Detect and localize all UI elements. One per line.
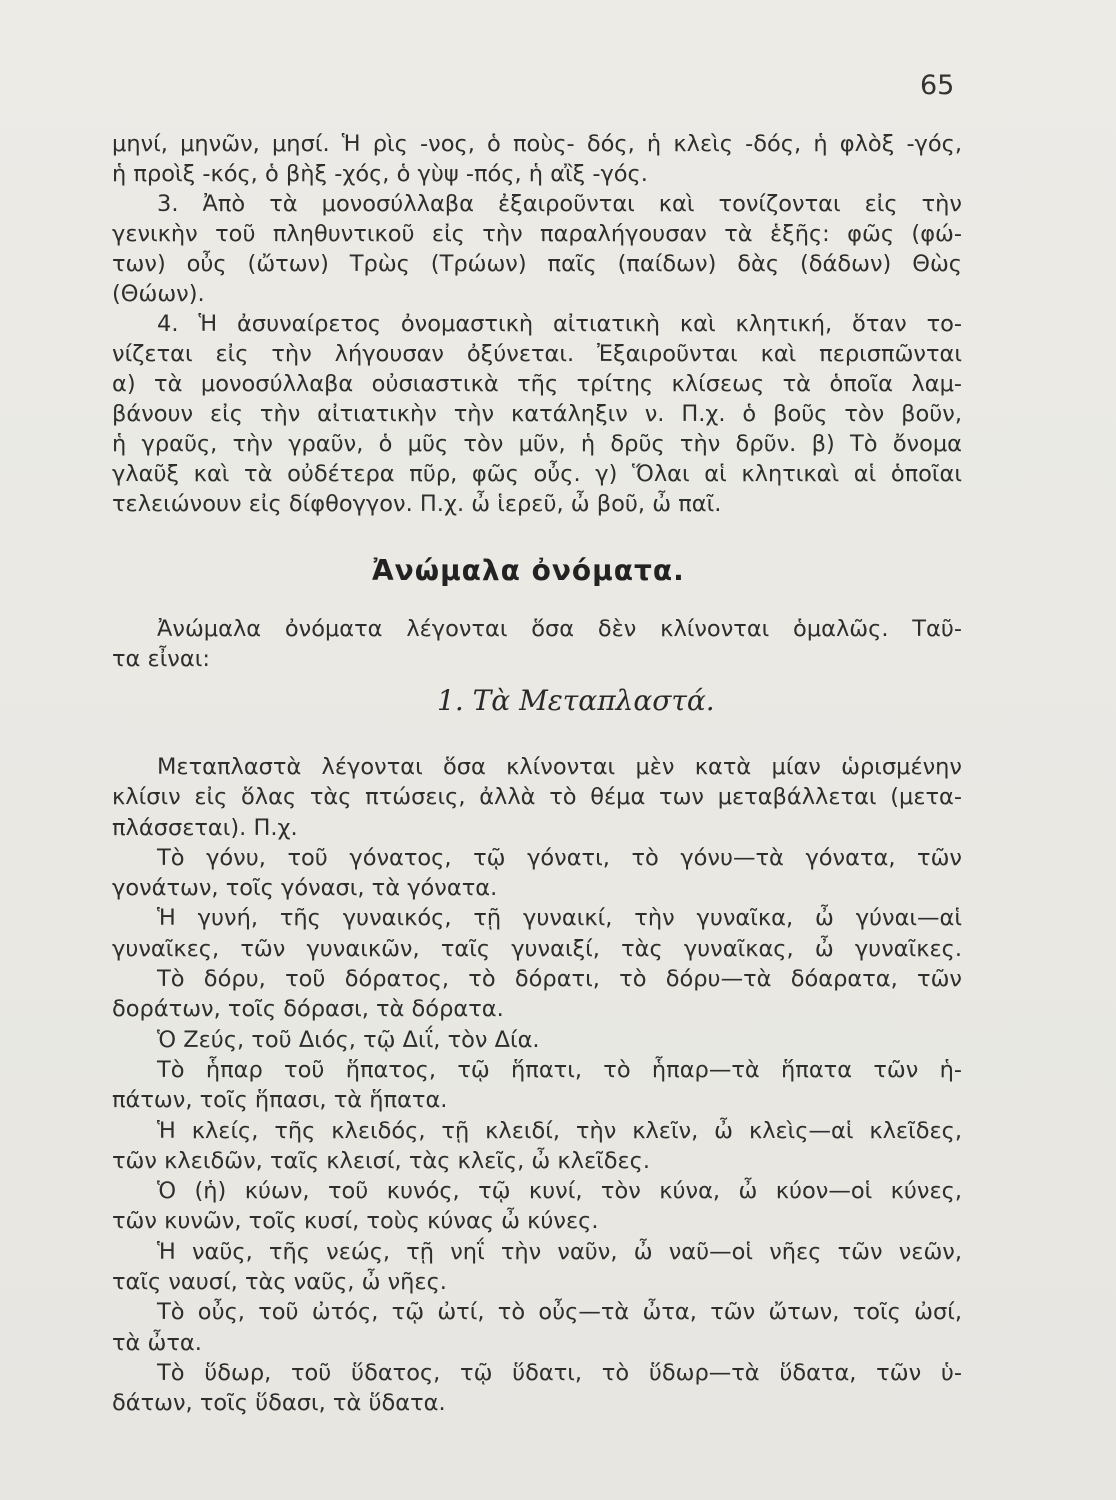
text-line: πάτων, τοῖς ἥπασι, τὰ ἥπατα. (112, 1087, 448, 1114)
text-line: Μεταπλαστὰ λέγονται ὅσα κλίνονται μὲν κατὰ μίαν ὡρισμένην (157, 754, 962, 780)
text-line: Ὁ (ἡ) κύων, τοῦ κυνός, τῷ κυνί, τὸν κύνα, ὦ κύον—οἱ κύνες, (157, 1178, 962, 1205)
text-line: δοράτων, τοῖς δόρασι, τὰ δόρατα. (112, 996, 504, 1023)
subsection-heading: 1. Τὰ Μεταπλαστά. (437, 684, 715, 717)
text-line: κλίσιν εἰς ὅλας τὰς πτώσεις, ἀλλὰ τὸ θέμα των μεταβάλλεται (μετα- (112, 784, 962, 811)
text-line: τῶν κλειδῶν, ταῖς κλεισί, τὰς κλεῖς, ὦ κλεῖδες. (112, 1147, 651, 1174)
text-line: Ὁ Ζεύς, τοῦ Διός, τῷ Διΐ, τὸν Δία. (157, 1026, 540, 1053)
text-line: τελειώνουν εἰς δίφθογγον. Π.χ. ὦ ἱερεῦ, ὦ βοῦ, ὦ παῖ. (112, 491, 722, 517)
text-line: α) τὰ μονοσύλλαβα οὐσιαστικὰ τῆς τρίτης κλίσεως τὰ ὁποῖα λαμ- (112, 371, 962, 397)
text-line: δάτων, τοῖς ὕδασι, τὰ ὕδατα. (112, 1390, 446, 1417)
section-heading: Ἀνώμαλα ὀνόματα. (372, 554, 685, 587)
text-line: Τὸ γόνυ, τοῦ γόνατος, τῷ γόνατι, τὸ γόνυ—τὰ γόνατα, τῶν (157, 844, 962, 871)
text-line: πλάσσεται). Π.χ. (112, 814, 298, 841)
text-line: Ἀνώμαλα ὀνόματα λέγονται ὅσα δὲν κλίνονται ὁμαλῶς. Ταῦ- (157, 616, 962, 642)
text-line: ἡ προὶξ -κός, ὁ βὴξ -χός, ὁ γὺψ -πός, ἡ αἲξ -γός. (112, 161, 648, 187)
text-line: των) οὖς (ὤτων) Τρὼς (Τρώων) παῖς (παίδων) δὰς (δάδων) Θὼς (112, 251, 962, 277)
paragraph-metaplasta (112, 752, 962, 1419)
text-line: τὰ ὦτα. (112, 1329, 202, 1356)
text-line: νίζεται εἰς τὴν λήγουσαν ὀξύνεται. Ἐξαιροῦνται καὶ περισπῶνται (112, 341, 962, 367)
text-line: τα εἶναι: (112, 646, 210, 672)
text-line: Ἡ γυνή, τῆς γυναικός, τῇ γυναικί, τὴν γυναῖκα, ὦ γύναι—αἱ (157, 905, 962, 932)
text-line: ταῖς ναυσί, τὰς ναῦς, ὦ νῆες. (112, 1269, 447, 1296)
paragraph-irregular-intro (112, 614, 962, 674)
text-line: γυναῖκες, τῶν γυναικῶν, ταῖς γυναιξί, τὰς γυναῖκας, ὦ γυναῖκες. (112, 935, 962, 962)
page-number: 65 (920, 70, 955, 101)
text-line: Ἡ ναῦς, τῆς νεώς, τῇ νηΐ τὴν ναῦν, ὦ ναῦ—οἱ νῆες τῶν νεῶν, (157, 1238, 962, 1265)
text-line: γονάτων, τοῖς γόνασι, τὰ γόνατα. (112, 875, 498, 902)
text-line: γενικὴν τοῦ πληθυντικοῦ εἰς τὴν παραλήγουσαν τὰ ἑξῆς: φῶς (φώ- (112, 221, 962, 247)
text-line: 3. Ἀπὸ τὰ μονοσύλλαβα ἐξαιροῦνται καὶ τονίζονται εἰς τὴν (157, 191, 962, 217)
text-line: (Θώων). (112, 281, 205, 307)
text-line: Τὸ ἧπαρ τοῦ ἥπατος, τῷ ἥπατι, τὸ ἧπαρ—τὰ ἥπατα τῶν ἡ- (157, 1056, 962, 1083)
text-line: μηνί, μηνῶν, μησί. Ἡ ρὶς -νος, ὁ ποὺς- δός, ἡ κλεὶς -δός, ἡ φλὸξ -γός, (112, 131, 962, 157)
text-line: Ἡ κλείς, τῆς κλειδός, τῇ κλειδί, τὴν κλεῖν, ὦ κλεὶς—αἱ κλεῖδες, (157, 1117, 962, 1144)
text-line: γλαῦξ καὶ τὰ οὐδέτερα πῦρ, φῶς οὖς. γ) Ὅλαι αἱ κλητικαὶ αἱ ὁποῖαι (112, 461, 962, 487)
text-line: 4. Ἡ ἀσυναίρετος ὀνομαστικὴ αἰτιατικὴ καὶ κλητική, ὅταν το- (157, 311, 962, 337)
text-line: Τὸ δόρυ, τοῦ δόρατος, τὸ δόρατι, τὸ δόρυ—τὰ δόαρατα, τῶν (157, 966, 962, 993)
text-line: τῶν κυνῶν, τοῖς κυσί, τοὺς κύνας ὦ κύνες. (112, 1208, 599, 1235)
text-line: βάνουν εἰς τὴν αἰτιατικὴν τὴν κατάληξιν ν. Π.χ. ὁ βοῦς τὸν βοῦν, (112, 401, 962, 427)
paragraph-accent-rules (112, 129, 962, 519)
text-line: ἡ γραῦς, τὴν γραῦν, ὁ μῦς τὸν μῦν, ἡ δρῦς τὴν δρῦν. β) Τὸ ὄνομα (112, 431, 962, 457)
text-line: Τὸ ὕδωρ, τοῦ ὕδατος, τῷ ὕδατι, τὸ ὕδωρ—τὰ ὕδατα, τῶν ὑ- (157, 1359, 962, 1386)
text-line: Τὸ οὖς, τοῦ ὠτός, τῷ ὠτί, τὸ οὖς—τὰ ὦτα, τῶν ὤτων, τοῖς ὠσί, (157, 1299, 962, 1326)
